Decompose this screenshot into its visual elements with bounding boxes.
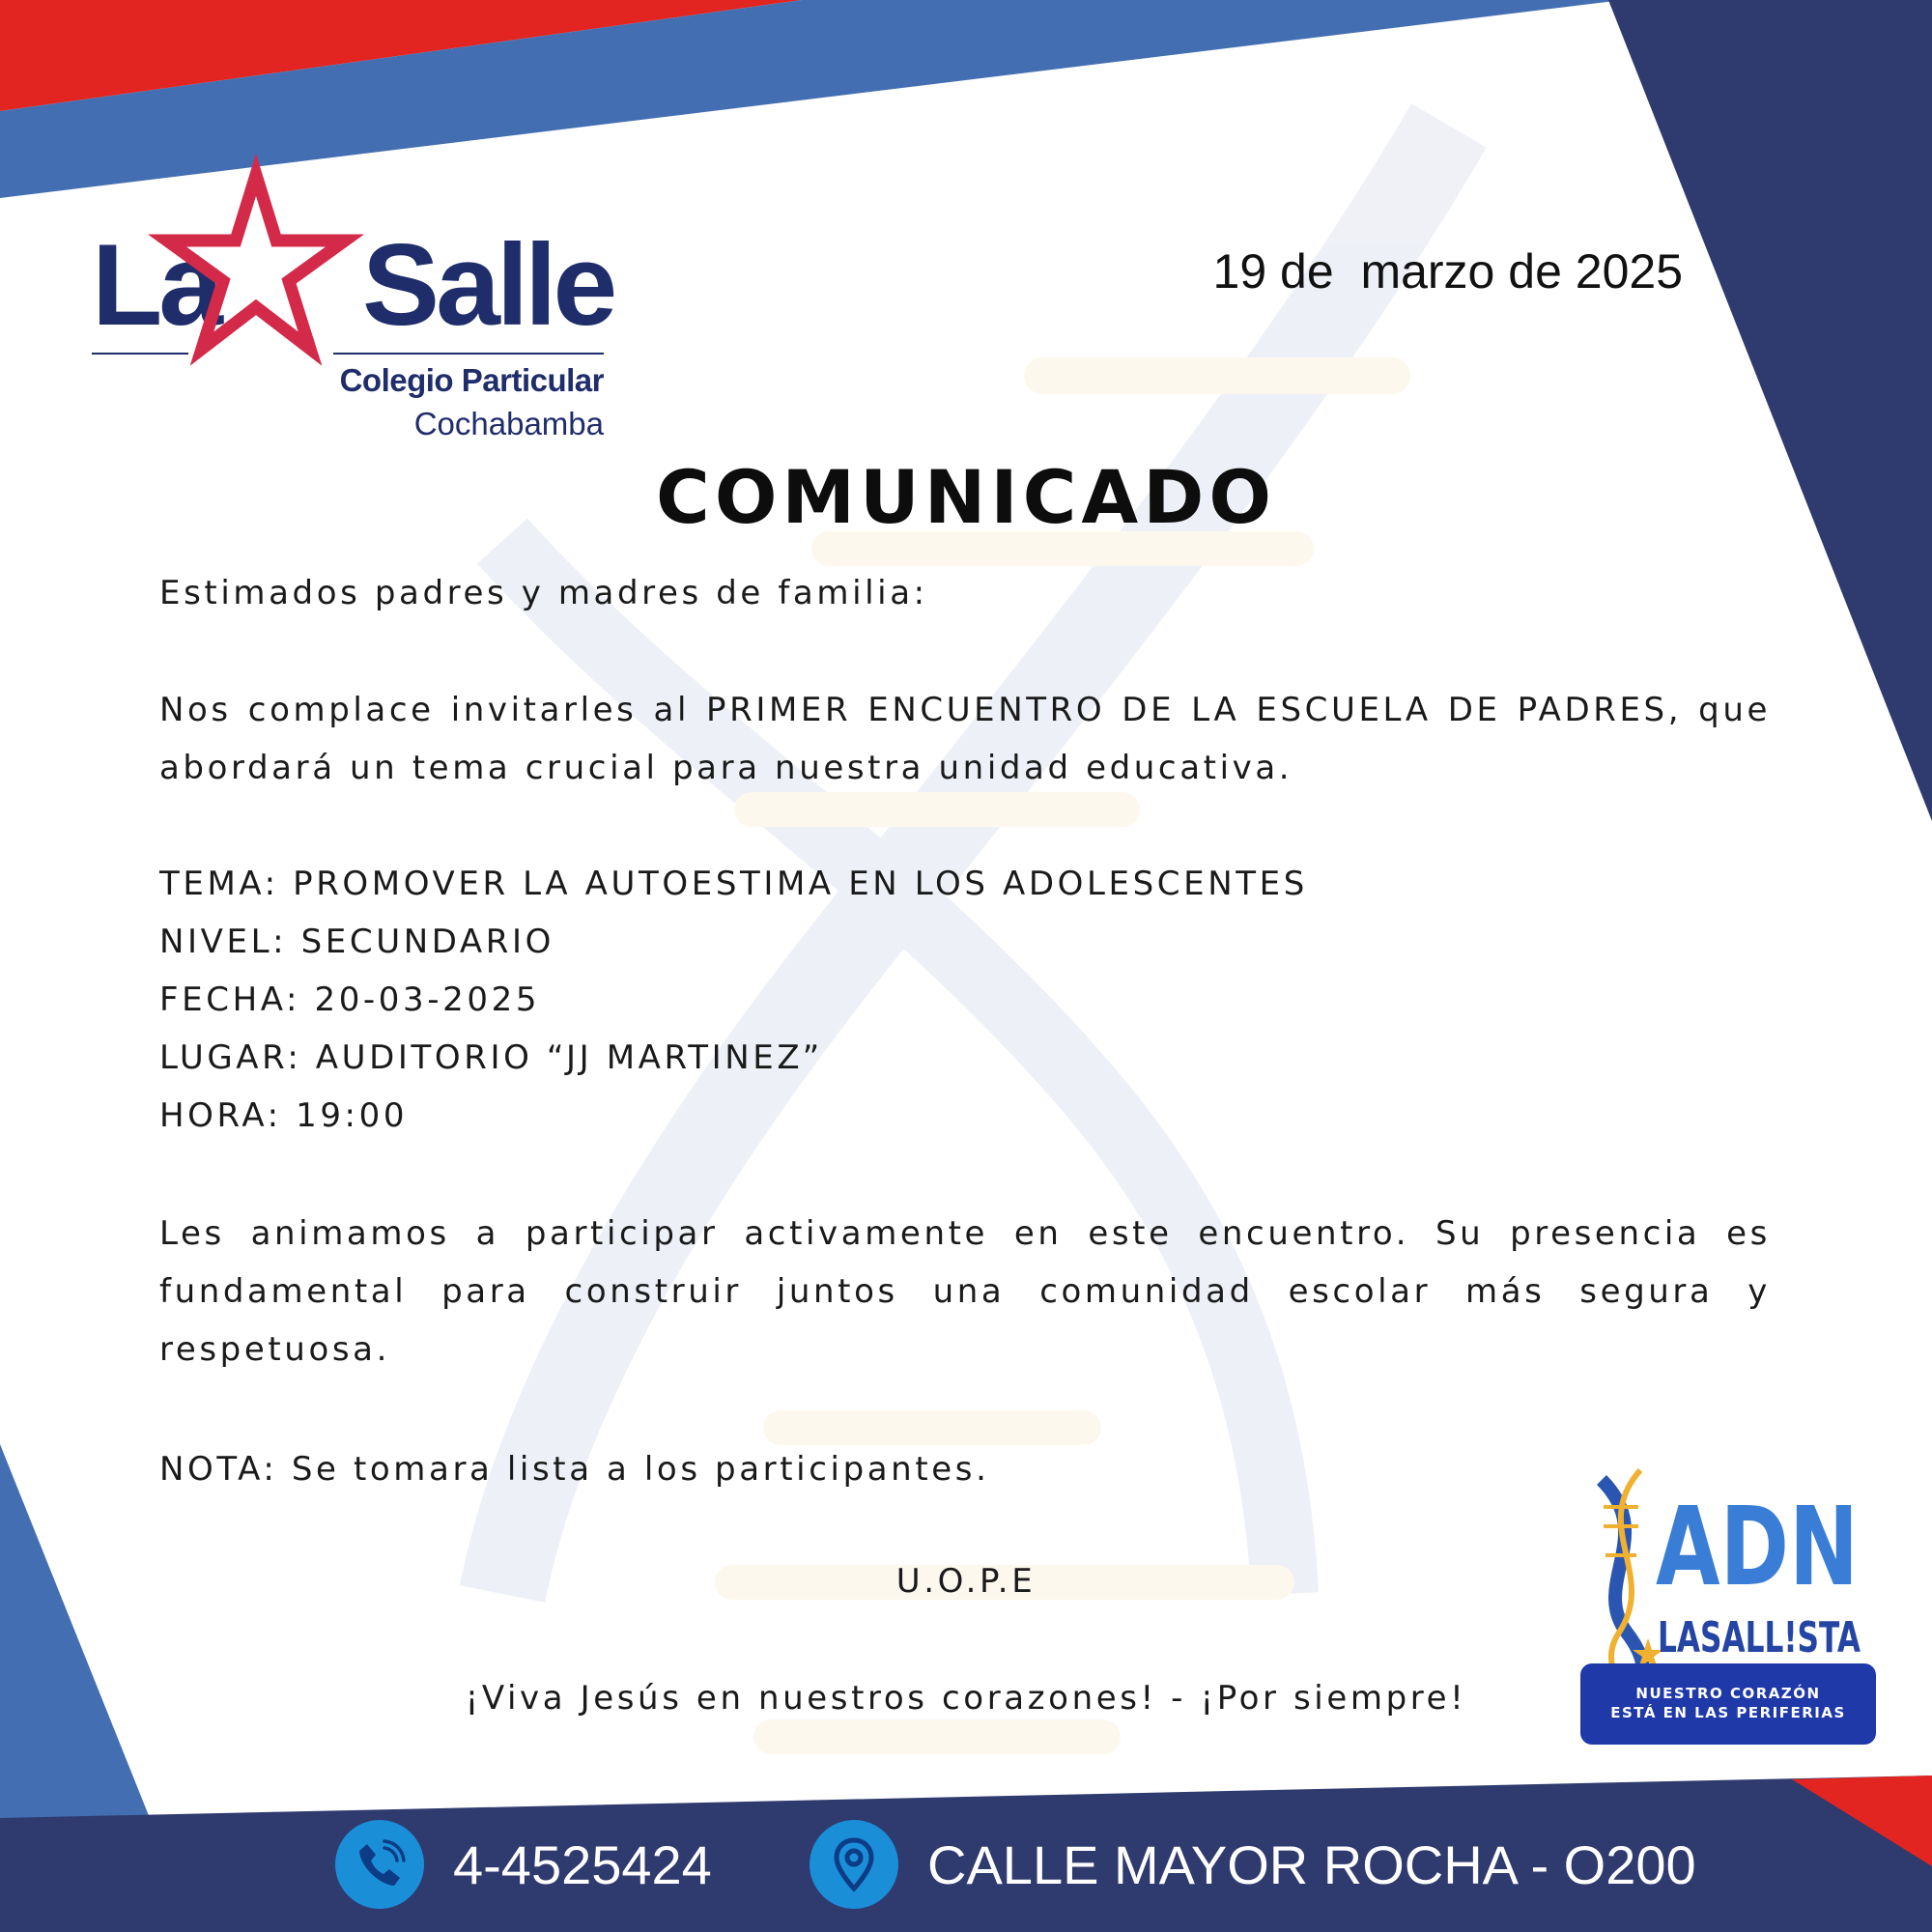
phone-icon — [335, 1820, 424, 1909]
greeting-text: Estimados padres y madres de familia: — [159, 574, 928, 612]
closing-line: ¡Viva Jesús en nuestros corazones! - ¡Por siempre! — [465, 1679, 1467, 1718]
logo-city: Cochabamba — [413, 406, 604, 441]
detail-topic: TEMA: PROMOVER LA AUTOESTIMA EN LOS ADOLESCENTES — [159, 865, 1308, 903]
footer-phone[interactable] — [335, 1820, 712, 1909]
greeting — [159, 564, 1771, 622]
phone-number: 4-4525424 — [453, 1833, 712, 1895]
logo-divider-left — [92, 353, 188, 355]
logo-divider-right — [333, 353, 604, 355]
detail-time: HORA: 19:00 — [159, 1096, 409, 1135]
left-blue-triangle — [0, 1444, 150, 1818]
document-title: COMUNICADO — [656, 454, 1276, 540]
encouragement-text: Les animamos a participar activamente en este encuentro. Su presencia es fundamental para construir juntos una comunidad escolar más segura y respetuosa. — [159, 1214, 1771, 1369]
detail-level: NIVEL: SECUNDARIO — [159, 923, 554, 961]
badge-tagline-2: ESTÁ EN LAS PERIFERIAS — [1610, 1704, 1846, 1721]
logo-wordmark-la: La — [92, 220, 220, 350]
footer-address[interactable] — [810, 1820, 1696, 1909]
signature: U.O.P.E — [895, 1562, 1037, 1601]
document-date: 19 de marzo de 2025 — [1212, 244, 1683, 298]
detail-date: FECHA: 20-03-2025 — [159, 980, 541, 1019]
detail-place: LUGAR: AUDITORIO “JJ MARTINEZ” — [159, 1038, 823, 1077]
intro-paragraph — [159, 681, 1771, 797]
badge-adn-text: ADN — [1656, 1485, 1859, 1610]
note-text: NOTA: Se tomara lista a los participantes. — [159, 1450, 990, 1489]
intro-text: Nos complace invitarles al PRIMER ENCUENTRO DE LA ESCUELA DE PADRES, que abordará un tema crucial para nuestra unidad educativa. — [159, 691, 1771, 787]
la-salle-logo — [92, 169, 614, 449]
address-text: CALLE MAYOR ROCHA - O200 — [927, 1833, 1696, 1895]
badge-lasallista-text: LASALL!STA — [1658, 1613, 1861, 1662]
note — [159, 1440, 1771, 1498]
star-icon — [159, 169, 353, 362]
event-details — [159, 855, 1771, 1145]
adn-lasallista-badge — [1580, 1449, 1876, 1745]
logo-wordmark-salle: Salle — [362, 220, 614, 350]
encouragement-paragraph — [159, 1205, 1771, 1378]
badge-tagline-1: NUESTRO CORAZÓN — [1635, 1685, 1821, 1702]
location-pin-icon — [810, 1820, 898, 1909]
logo-subtitle: Colegio Particular — [339, 362, 604, 398]
